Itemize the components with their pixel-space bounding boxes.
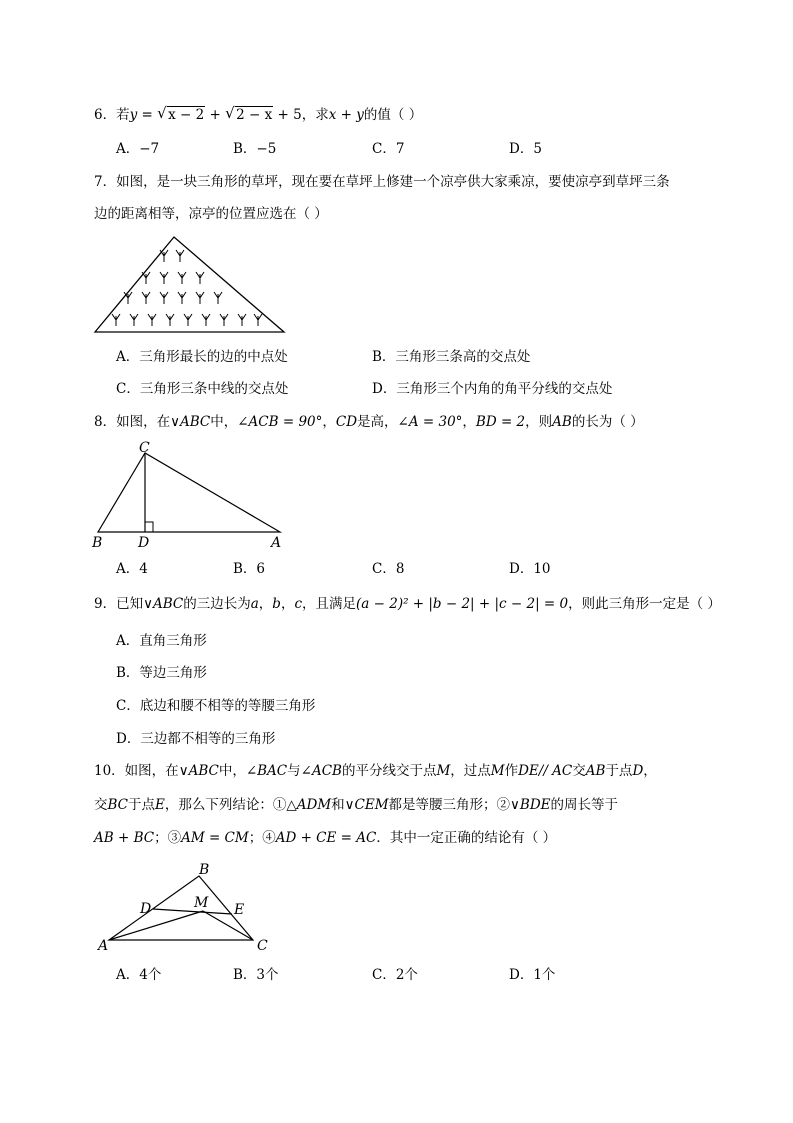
q8-triangle-figure xyxy=(90,440,290,550)
grass-icon xyxy=(142,292,150,304)
segment-de xyxy=(153,909,232,914)
grass-icon xyxy=(220,314,228,326)
q9-option-a[interactable]: A．直角三角形 xyxy=(116,633,207,649)
q9-option-b[interactable]: B．等边三角形 xyxy=(116,665,207,681)
grass-icon xyxy=(202,314,210,326)
q6-option-d[interactable]: D．5 xyxy=(509,141,542,157)
q7-option-d[interactable]: D．三角形三个内角的角平分线的交点处 xyxy=(372,381,613,397)
q10-stem-line3: AB + BC；③AM = CM；④AD + CE = AC．其中一定正确的结论有（ ） xyxy=(94,830,557,846)
q6-option-b[interactable]: B．−5 xyxy=(233,141,277,157)
segment-cm xyxy=(203,911,253,940)
q10-option-a[interactable]: A．4个 xyxy=(116,967,162,983)
label-a: A xyxy=(271,535,282,551)
q10-stem-line2: 交BC于点E，那么下列结论：①△ADM和∨CEM都是等腰三角形；②∨BDE的周长等于 xyxy=(94,797,619,813)
segment-am xyxy=(109,911,203,940)
grass-icon xyxy=(178,272,186,284)
grass-icon xyxy=(214,292,222,304)
label-b: B xyxy=(92,535,103,551)
grass-icon xyxy=(160,250,168,262)
label-c: C xyxy=(257,938,268,954)
q8-option-d[interactable]: D．10 xyxy=(509,561,551,577)
grass-icon xyxy=(254,314,262,326)
grass-icon xyxy=(112,314,120,326)
label-m: M xyxy=(194,895,209,911)
grass-icon xyxy=(196,292,204,304)
grass-icon xyxy=(196,272,204,284)
grass-icon xyxy=(124,292,132,304)
q8-triangle-abc xyxy=(98,453,280,532)
q10-triangle-abc xyxy=(109,876,253,940)
grass-icon xyxy=(142,272,150,284)
grass-icon xyxy=(160,292,168,304)
label-d: D xyxy=(138,535,150,551)
q7-option-b[interactable]: B．三角形三条高的交点处 xyxy=(372,349,531,365)
q10-option-b[interactable]: B．3个 xyxy=(233,967,279,983)
q8-option-a[interactable]: A．4 xyxy=(116,561,148,577)
q8-stem: 8．如图，在∨ABC中，∠ACB = 90°，CD是高，∠A = 30°，BD = 2，则AB的长为（ ） xyxy=(94,414,644,430)
q9-option-d[interactable]: D．三边都不相等的三角形 xyxy=(116,731,276,747)
q6-option-a[interactable]: A．−7 xyxy=(116,141,160,157)
label-c: C xyxy=(139,440,150,456)
q10-stem-line1: 10．如图，在∨ABC中，∠BAC与∠ACB的平分线交于点M，过点M作DE// AC交AB于点D， xyxy=(94,763,657,779)
grass-icon xyxy=(178,292,186,304)
q10-triangle-figure xyxy=(95,862,280,954)
q10-option-c[interactable]: C．2个 xyxy=(372,967,418,983)
grass-icon xyxy=(238,314,246,326)
grass-icon xyxy=(176,250,184,262)
q7-option-c[interactable]: C．三角形三条中线的交点处 xyxy=(116,381,289,397)
label-d: D xyxy=(140,901,152,917)
q7-option-a[interactable]: A．三角形最长的边的中点处 xyxy=(116,349,288,365)
grass-icon xyxy=(130,314,138,326)
q8-option-b[interactable]: B．6 xyxy=(233,561,266,577)
grass-icon xyxy=(160,272,168,284)
sqrt-symbol: √ x − 2 xyxy=(157,105,205,125)
grass-icons xyxy=(112,250,262,326)
q9-option-c[interactable]: C．底边和腰不相等的等腰三角形 xyxy=(116,698,316,714)
grass-icon xyxy=(166,314,174,326)
lawn-triangle-figure xyxy=(92,234,288,336)
label-e: E xyxy=(234,902,245,918)
q6-option-c[interactable]: C．7 xyxy=(372,141,405,157)
q8-option-c[interactable]: C．8 xyxy=(372,561,405,577)
grass-icon xyxy=(184,314,192,326)
q10-option-d[interactable]: D．1个 xyxy=(509,967,556,983)
grass-icon xyxy=(148,314,156,326)
q9-stem: 9．已知∨ABC的三边长为a，b，c，且满足(a − 2)² + |b − 2| + |c − 2| = 0，则此三角形一定是（ ） xyxy=(94,596,721,612)
label-b: B xyxy=(199,862,210,878)
right-angle-mark xyxy=(145,522,153,532)
label-a: A xyxy=(98,938,109,954)
sqrt-symbol: √ 2 − x xyxy=(225,105,273,125)
q6-stem: 6．若y = √ x − 2 + √ 2 − x + 5，求x + y的值（ ） xyxy=(94,105,422,125)
q7-stem-line1: 7．如图，是一块三角形的草坪，现在要在草坪上修建一个凉亭供大家乘凉，要使凉亭到草坪三条 xyxy=(94,174,670,190)
q7-stem-line2: 边的距离相等，凉亭的位置应选在（ ） xyxy=(94,206,328,222)
